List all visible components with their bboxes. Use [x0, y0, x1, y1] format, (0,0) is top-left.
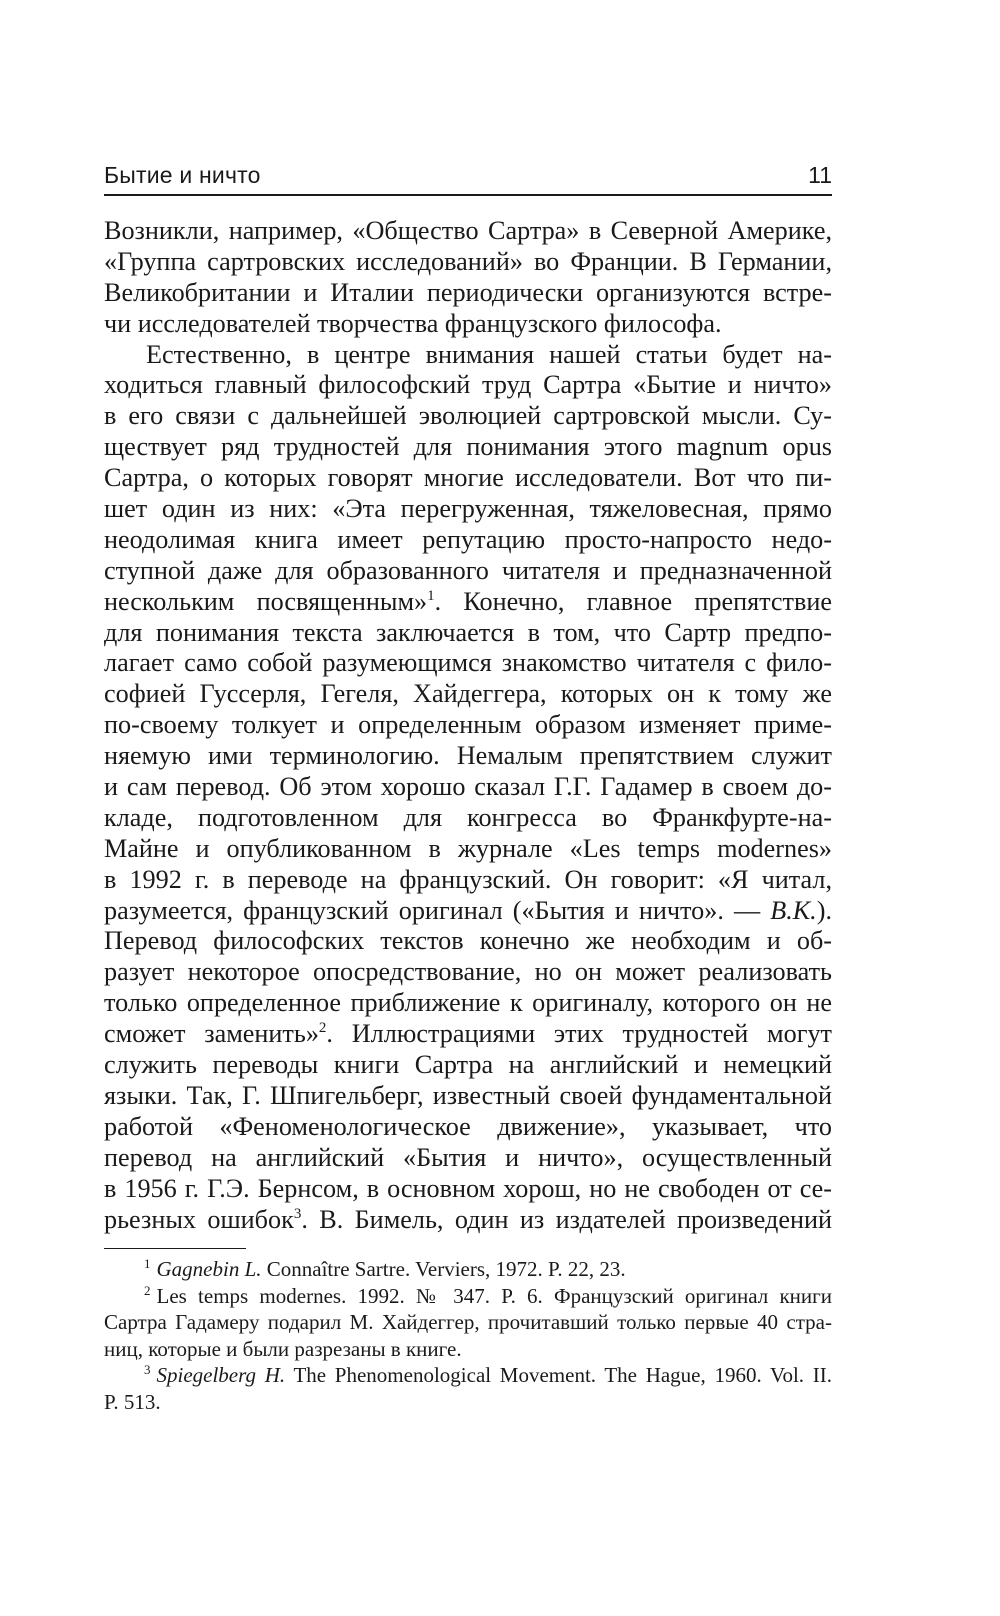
- text-line: [104, 1205, 832, 1236]
- text-line: Великобритании и Италии периодически организуются встре-: [104, 277, 832, 307]
- text-line: языки. Так, Г. Шпигельберг, известный своей фундаментальной: [104, 1080, 832, 1110]
- footnote-author: Gagnebin L.: [156, 1257, 262, 1281]
- text-line: для понимания текста заключается в том, что Сартр предпо-: [104, 617, 832, 647]
- text-line: «Группа сартровских исследований» во Франции. В Германии,: [104, 246, 832, 276]
- footnote-number: 1: [144, 1256, 151, 1271]
- footnote-number: 3: [144, 1362, 151, 1378]
- running-header: [104, 160, 832, 196]
- footnote-ref-1: 1: [427, 587, 435, 604]
- footnote-author: Spiegelberg H.: [156, 1363, 286, 1388]
- footnote-text-line: ниц, которые и были разрезаны в книге.: [104, 1336, 462, 1361]
- footnotes: [104, 1256, 832, 1416]
- text-line: Возникли, например, «Общество Сартра» в Северной Америке,: [104, 216, 832, 245]
- text-line: шет один из них: «Эта перегруженная, тяжеловесная, прямо: [104, 494, 832, 524]
- text-segment: разумеется, французский оригинал («Бытия и ничто». —: [104, 895, 771, 925]
- footnote-2: [104, 1283, 832, 1310]
- running-title: Бытие и ничто: [104, 162, 261, 188]
- text-line: [104, 587, 832, 618]
- text-line: только определенное приближение к оригиналу, которого он не: [104, 988, 832, 1018]
- text-segment: рьезных ошибок: [104, 1204, 294, 1234]
- text-line: Перевод философских текстов конечно же необходим и об-: [104, 926, 832, 956]
- text-line: Естественно, в центре внимания нашей статьи будет на-: [146, 339, 832, 369]
- text-line: ступной даже для образованного читателя и предназначенной: [104, 555, 832, 585]
- text-line: ществует ряд трудностей для понимания этого magnum opus: [104, 432, 832, 462]
- text-line: в его связи с дальнейшей эволюцией сартровской мысли. Су-: [104, 401, 832, 431]
- footnote-number: 2: [144, 1282, 151, 1298]
- footnote-text-line: Сартра Гадамеру подарил М. Хайдеггер, прочитавший только первые 40 стра-: [104, 1310, 832, 1335]
- text-line: чи исследователей творчества французского философа.: [104, 308, 722, 338]
- footnote-3: [104, 1362, 832, 1389]
- text-line: разует некоторое опосредствование, но он может реализовать: [104, 957, 832, 987]
- text-segment: сможет заменить»: [104, 1019, 319, 1049]
- text-line: служить переводы книги Сартра на английский и немецкий: [104, 1050, 832, 1080]
- text-line: [104, 1019, 832, 1050]
- footnote-separator: [104, 1248, 246, 1249]
- footnote-text: The Phenomenological Movement. The Hague, 1960. Vol. II.: [285, 1363, 832, 1388]
- body-text: [104, 216, 832, 1235]
- text-line: работой «Феноменологическое движение», указывает, что: [104, 1111, 832, 1141]
- text-line: неодолимая книга имеет репутацию просто-напросто недо-: [104, 524, 832, 554]
- text-segment: нескольким посвященным»: [104, 586, 428, 616]
- text-line: няемую ими терминологию. Немалым препятствием служит: [104, 741, 832, 771]
- text-segment: ).: [816, 895, 832, 925]
- text-segment: . Иллюстрациями этих трудностей могут: [326, 1019, 832, 1049]
- text-line: перевод на английский «Бытия и ничто», осуществленный: [104, 1142, 832, 1172]
- text-line: лагает само собой разумеющимся знакомство читателя с фило-: [104, 648, 832, 678]
- footnote-text-line: P. 513.: [104, 1389, 161, 1414]
- text-segment: . В. Бимель, один из издателей произведений: [301, 1204, 832, 1234]
- text-line: софией Гуссерля, Гегеля, Хайдеггера, которых он к тому же: [104, 679, 832, 709]
- author-initials: В.К.: [770, 895, 817, 925]
- text-line: и сам перевод. Об этом хорошо сказал Г.Г. Гадамер в своем до-: [104, 772, 832, 802]
- text-line: Майне и опубликованном в журнале «Les temps modernes»: [104, 833, 832, 863]
- footnote-ref-2: 2: [318, 1020, 327, 1037]
- page-number: 11: [808, 162, 832, 188]
- text-line: по-своему толкует и определенным образом изменяет приме-: [104, 710, 832, 740]
- text-line: [104, 896, 832, 927]
- text-line: ходиться главный философский труд Сартра «Бытие и ничто»: [104, 370, 832, 400]
- footnote-1: [104, 1256, 832, 1283]
- text-line: кладе, подготовленном для конгресса во Франкфурте-на-: [104, 802, 832, 832]
- footnote-text: Connaître Sartre. Verviers, 1972. P. 22, 23.: [261, 1257, 626, 1281]
- text-line: в 1956 г. Г.Э. Бернсом, в основном хорош, но не свободен от се-: [104, 1173, 832, 1203]
- text-segment: . Конечно, главное препятствие: [434, 586, 832, 616]
- text-line: в 1992 г. в переводе на французский. Он говорит: «Я читал,: [104, 864, 832, 894]
- text-line: Сартра, о которых говорят многие исследователи. Вот что пи-: [104, 463, 832, 493]
- footnote-text: Les temps modernes. 1992. № 347. P. 6. Французский оригинал книги: [156, 1283, 832, 1308]
- footnote-ref-3: 3: [293, 1205, 302, 1222]
